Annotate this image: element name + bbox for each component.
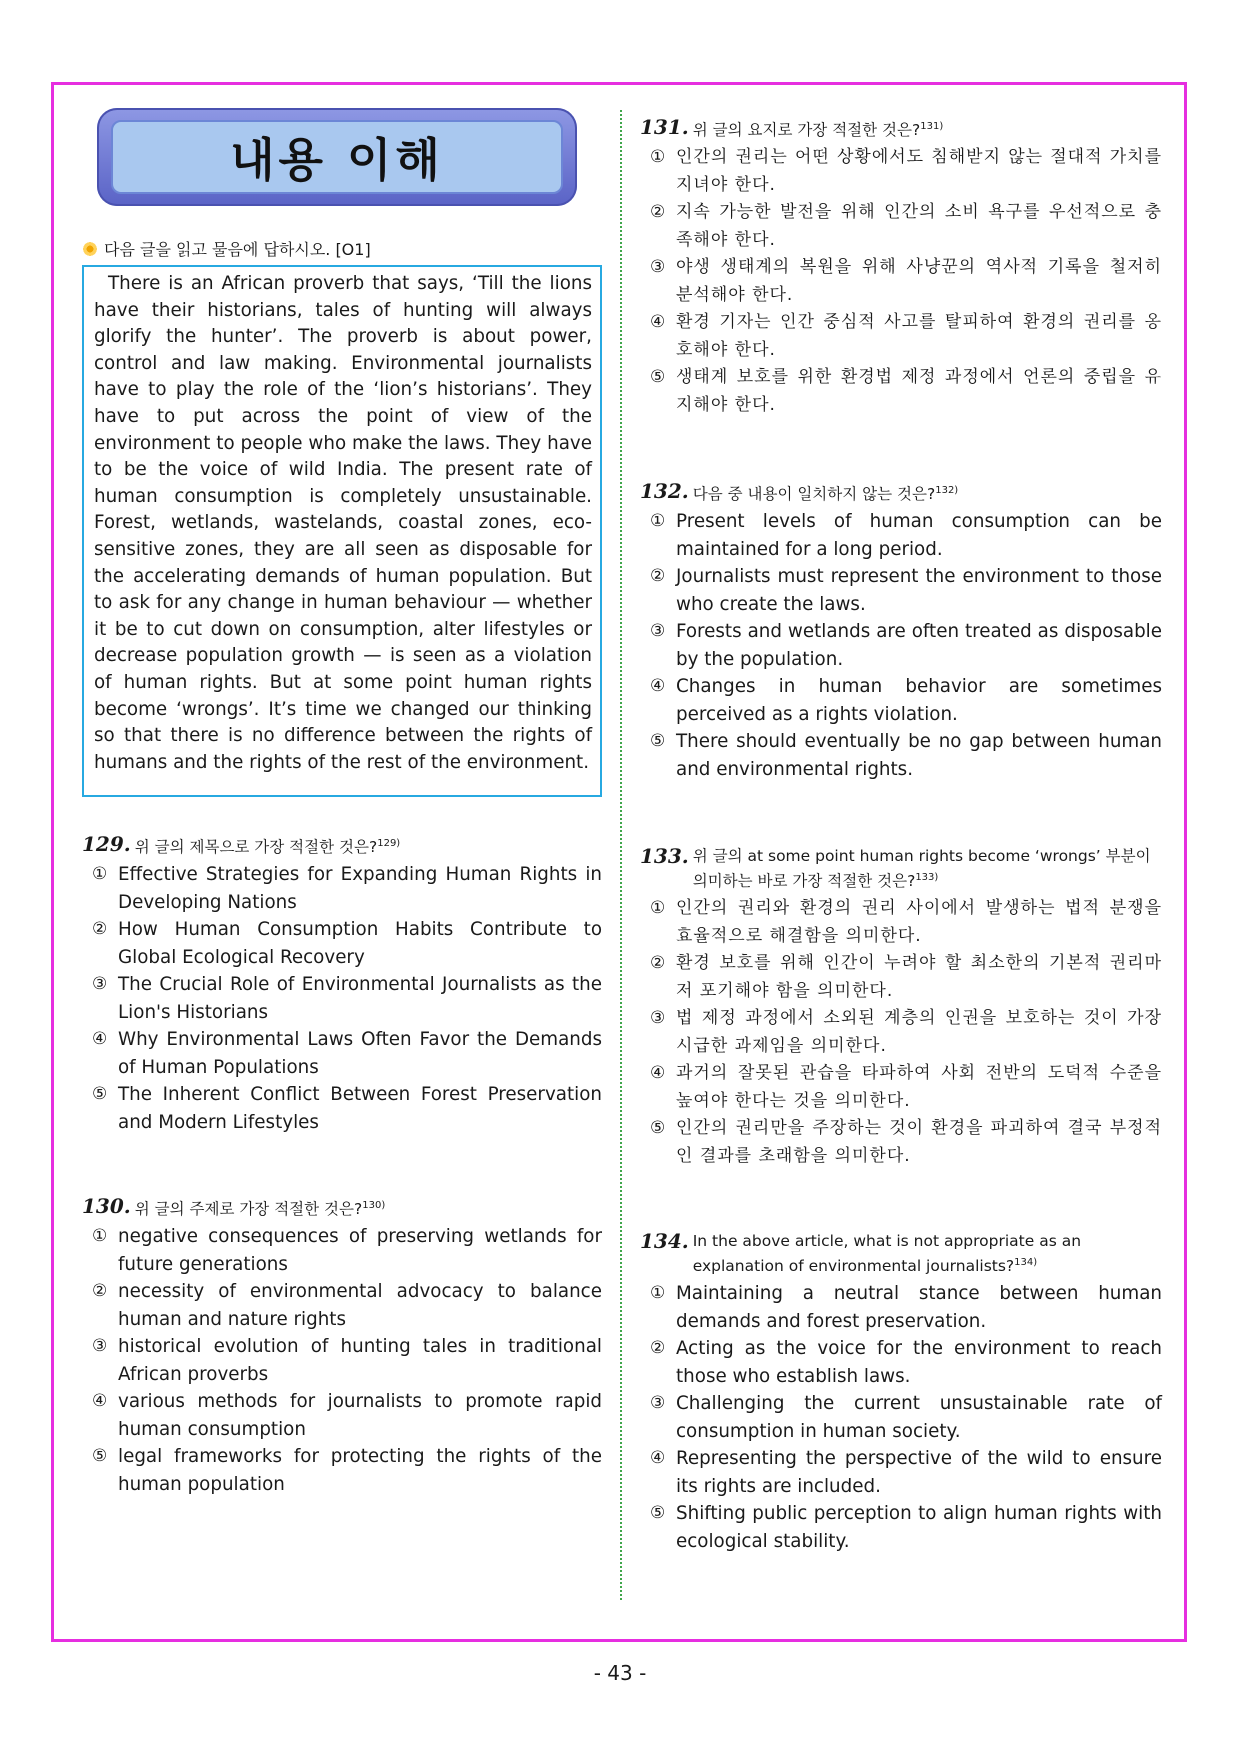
answer-option[interactable] [640,618,1162,673]
question-stem: In the above article, what is not appropriate as an explanation of environmental journalists? [692,1232,1082,1276]
question-header [640,116,1162,141]
option-text: 인간의 권리는 어떤 상황에서도 침해받지 않는 절대적 가치를 지녀야 한다. [676,147,1162,195]
question-text [693,116,1162,141]
question-number: 131. [640,115,689,139]
option-text: 환경 보호를 위해 인간이 누려야 할 최소한의 기본적 권리마저 포기해야 함을 의미한다. [676,953,1162,1001]
question-stem: 위 글의 주제로 가장 적절한 것은? [134,1200,363,1219]
reading-passage: There is an African proverb that says, ‘Till the lions have their historians, tales of hunting will always glorify the hunter’. The proverb is about power, control and law making. Environmental journalists have to play the role of the ‘lion’s historians’. They have to put across the point of view of the environment to people who make the laws. They have to be the voice of wild India. The present rate of human consumption is completely unsustainable. Forest, wetlands, wastelands, coastal zones, eco-sensitive zones, they are all seen as disposable for the accelerating demands of human population. But to ask for any change in human behaviour — whether it be to cut down on consumption, alter lifestyles or decrease population growth — is seen as a violation of human rights. But at some point human rights become ‘wrongs’. It’s time we changed our thinking so that there is no difference between the rights of humans and the rights of the rest of the environment. [82,265,602,797]
answer-option[interactable] [640,1335,1162,1390]
answer-option[interactable] [82,1333,602,1388]
instruction-text: 다음 글을 읽고 물음에 답하시오. [O1] [104,240,371,259]
option-marker: ① [92,1226,108,1247]
answer-option[interactable] [640,950,1162,1005]
option-list [82,1223,602,1498]
question-text [135,833,602,858]
option-marker: ④ [650,676,666,697]
option-text: 생태계 보호를 위한 환경법 제정 과정에서 언론의 중립을 유지해야 한다. [676,367,1162,415]
question-number: 133. [640,844,689,868]
option-text: 인간의 권리만을 주장하는 것이 환경을 파괴하여 결국 부정적인 결과를 초래함을 의미한다. [676,1118,1162,1166]
question-text [693,1230,1162,1277]
answer-option[interactable] [82,861,602,916]
question-header [640,480,1162,505]
option-text: Forests and wetlands are often treated as disposable by the population. [676,621,1162,670]
answer-option[interactable] [640,254,1162,309]
answer-option[interactable] [640,1500,1162,1555]
option-text: Representing the perspective of the wild to ensure its rights are included. [676,1448,1162,1497]
answer-option[interactable] [640,1390,1162,1445]
section-title-inner [111,120,563,194]
question-text [135,1195,602,1220]
option-text: How Human Consumption Habits Contribute to Global Ecological Recovery [118,919,602,968]
option-text: necessity of environmental advocacy to balance human and nature rights [118,1281,602,1330]
answer-option[interactable] [640,563,1162,618]
question-stem: 위 글의 at some point human rights become ‘wrongs’ 부분이 의미하는 바로 가장 적절한 것은? [692,847,1151,891]
option-marker: ① [650,898,667,919]
option-marker: ⑤ [92,1084,108,1105]
section-title: 내용 이해 [230,133,444,187]
option-text: Acting as the voice for the environment to reach those who establish laws. [676,1338,1162,1387]
question-stem: 위 글의 제목으로 가장 적절한 것은? [134,838,378,857]
option-text: 야생 생태계의 복원을 위해 사냥꾼의 역사적 기록을 철저히 분석해야 한다. [676,257,1162,305]
option-marker: ② [92,1281,108,1302]
question-text [693,845,1162,892]
option-text: historical evolution of hunting tales in traditional African proverbs [118,1336,602,1385]
answer-option[interactable] [82,916,602,971]
option-marker: ⑤ [650,731,666,752]
answer-option[interactable] [82,1278,602,1333]
option-marker: ② [92,919,108,940]
option-marker: ① [650,147,667,168]
option-marker: ② [650,953,667,974]
option-marker: ⑤ [92,1446,108,1467]
flower-icon [82,241,98,257]
option-marker: ② [650,202,667,223]
answer-option[interactable] [640,728,1162,783]
footnote-ref: 130) [362,1200,386,1211]
question-number: 130. [82,1194,131,1218]
option-list [640,144,1162,419]
column-divider [620,110,622,1600]
answer-option[interactable] [640,1280,1162,1335]
option-marker: ① [92,864,108,885]
option-marker: ⑤ [650,367,667,388]
option-text: There should eventually be no gap between human and environmental rights. [676,731,1162,780]
instruction-line [82,237,371,260]
option-marker: ③ [650,1008,667,1029]
option-text: legal frameworks for protecting the rights of the human population [118,1446,602,1495]
answer-option[interactable] [640,1005,1162,1060]
option-list [82,861,602,1136]
question-129 [82,833,602,1136]
option-marker: ③ [92,974,108,995]
answer-option[interactable] [82,1026,602,1081]
question-130 [82,1195,602,1498]
question-text [693,480,1162,505]
option-text: Effective Strategies for Expanding Human Rights in Developing Nations [118,864,602,913]
section-title-badge [97,108,577,206]
option-text: The Crucial Role of Environmental Journalists as the Lion's Historians [118,974,602,1023]
question-132 [640,480,1162,783]
option-list [640,1280,1162,1555]
option-text: Shifting public perception to align human rights with ecological stability. [676,1503,1162,1552]
option-text: negative consequences of preserving wetlands for future generations [118,1226,602,1275]
question-number: 134. [640,1229,689,1253]
question-header [82,1195,602,1220]
question-131 [640,116,1162,419]
option-text: Challenging the current unsustainable rate of consumption in human society. [676,1393,1162,1442]
option-marker: ④ [650,312,667,333]
option-marker: ④ [92,1029,108,1050]
question-number: 132. [640,479,689,503]
answer-option[interactable] [640,309,1162,364]
question-134 [640,1230,1162,1555]
footnote-ref: 131) [920,121,944,132]
answer-option[interactable] [82,971,602,1026]
answer-option[interactable] [640,895,1162,950]
footnote-ref: 132) [935,485,959,496]
option-marker: ⑤ [650,1118,667,1139]
option-text: Changes in human behavior are sometimes perceived as a rights violation. [676,676,1162,725]
option-text: 법 제정 과정에서 소외된 계층의 인권을 보호하는 것이 가장 시급한 과제임을 의미한다. [676,1008,1162,1056]
answer-option[interactable] [640,1445,1162,1500]
question-number: 129. [82,832,131,856]
question-header [640,1230,1162,1277]
option-marker: ③ [92,1336,108,1357]
option-text: Why Environmental Laws Often Favor the Demands of Human Populations [118,1029,602,1078]
option-text: various methods for journalists to promote rapid human consumption [118,1391,602,1440]
answer-option[interactable] [82,1223,602,1278]
option-marker: ② [650,566,666,587]
option-marker: ② [650,1338,666,1359]
footnote-ref: 129) [377,838,401,849]
option-text: 지속 가능한 발전을 위해 인간의 소비 욕구를 우선적으로 충족해야 한다. [676,202,1162,250]
footnote-ref: 133) [915,872,939,883]
answer-option[interactable] [640,673,1162,728]
option-marker: ⑤ [650,1503,666,1524]
answer-option[interactable] [82,1081,602,1136]
option-marker: ③ [650,257,667,278]
question-header [640,845,1162,892]
option-marker: ④ [92,1391,108,1412]
option-text: 인간의 권리와 환경의 권리 사이에서 발생하는 법적 분쟁을 효율적으로 해결함을 의미한다. [676,898,1162,946]
answer-option[interactable] [640,1060,1162,1115]
answer-option[interactable] [82,1443,602,1498]
option-marker: ③ [650,1393,666,1414]
option-marker: ④ [650,1448,666,1469]
option-marker: ① [650,1283,666,1304]
question-133 [640,845,1162,1170]
answer-option[interactable] [640,1115,1162,1170]
option-text: Maintaining a neutral stance between human demands and forest preservation. [676,1283,1162,1332]
option-marker: ① [650,511,666,532]
page-number: - 43 - [593,1661,647,1685]
option-text: Present levels of human consumption can be maintained for a long period. [676,511,1162,560]
option-text: 과거의 잘못된 관습을 타파하여 사회 전반의 도덕적 수준을 높여야 한다는 것을 의미한다. [676,1063,1162,1111]
question-stem: 위 글의 요지로 가장 적절한 것은? [692,121,921,140]
option-marker: ④ [650,1063,667,1084]
answer-option[interactable] [640,508,1162,563]
option-text: The Inherent Conflict Between Forest Preservation and Modern Lifestyles [118,1084,602,1133]
option-text: Journalists must represent the environment to those who create the laws. [676,566,1162,615]
answer-option[interactable] [640,144,1162,199]
answer-option[interactable] [640,364,1162,419]
option-marker: ③ [650,621,666,642]
option-list [640,508,1162,783]
question-stem: 다음 중 내용이 일치하지 않는 것은? [692,485,936,504]
option-list [640,895,1162,1170]
question-header [82,833,602,858]
answer-option[interactable] [640,199,1162,254]
footnote-ref: 134) [1014,1257,1038,1268]
answer-option[interactable] [82,1388,602,1443]
option-text: 환경 기자는 인간 중심적 사고를 탈피하여 환경의 권리를 옹호해야 한다. [676,312,1162,360]
